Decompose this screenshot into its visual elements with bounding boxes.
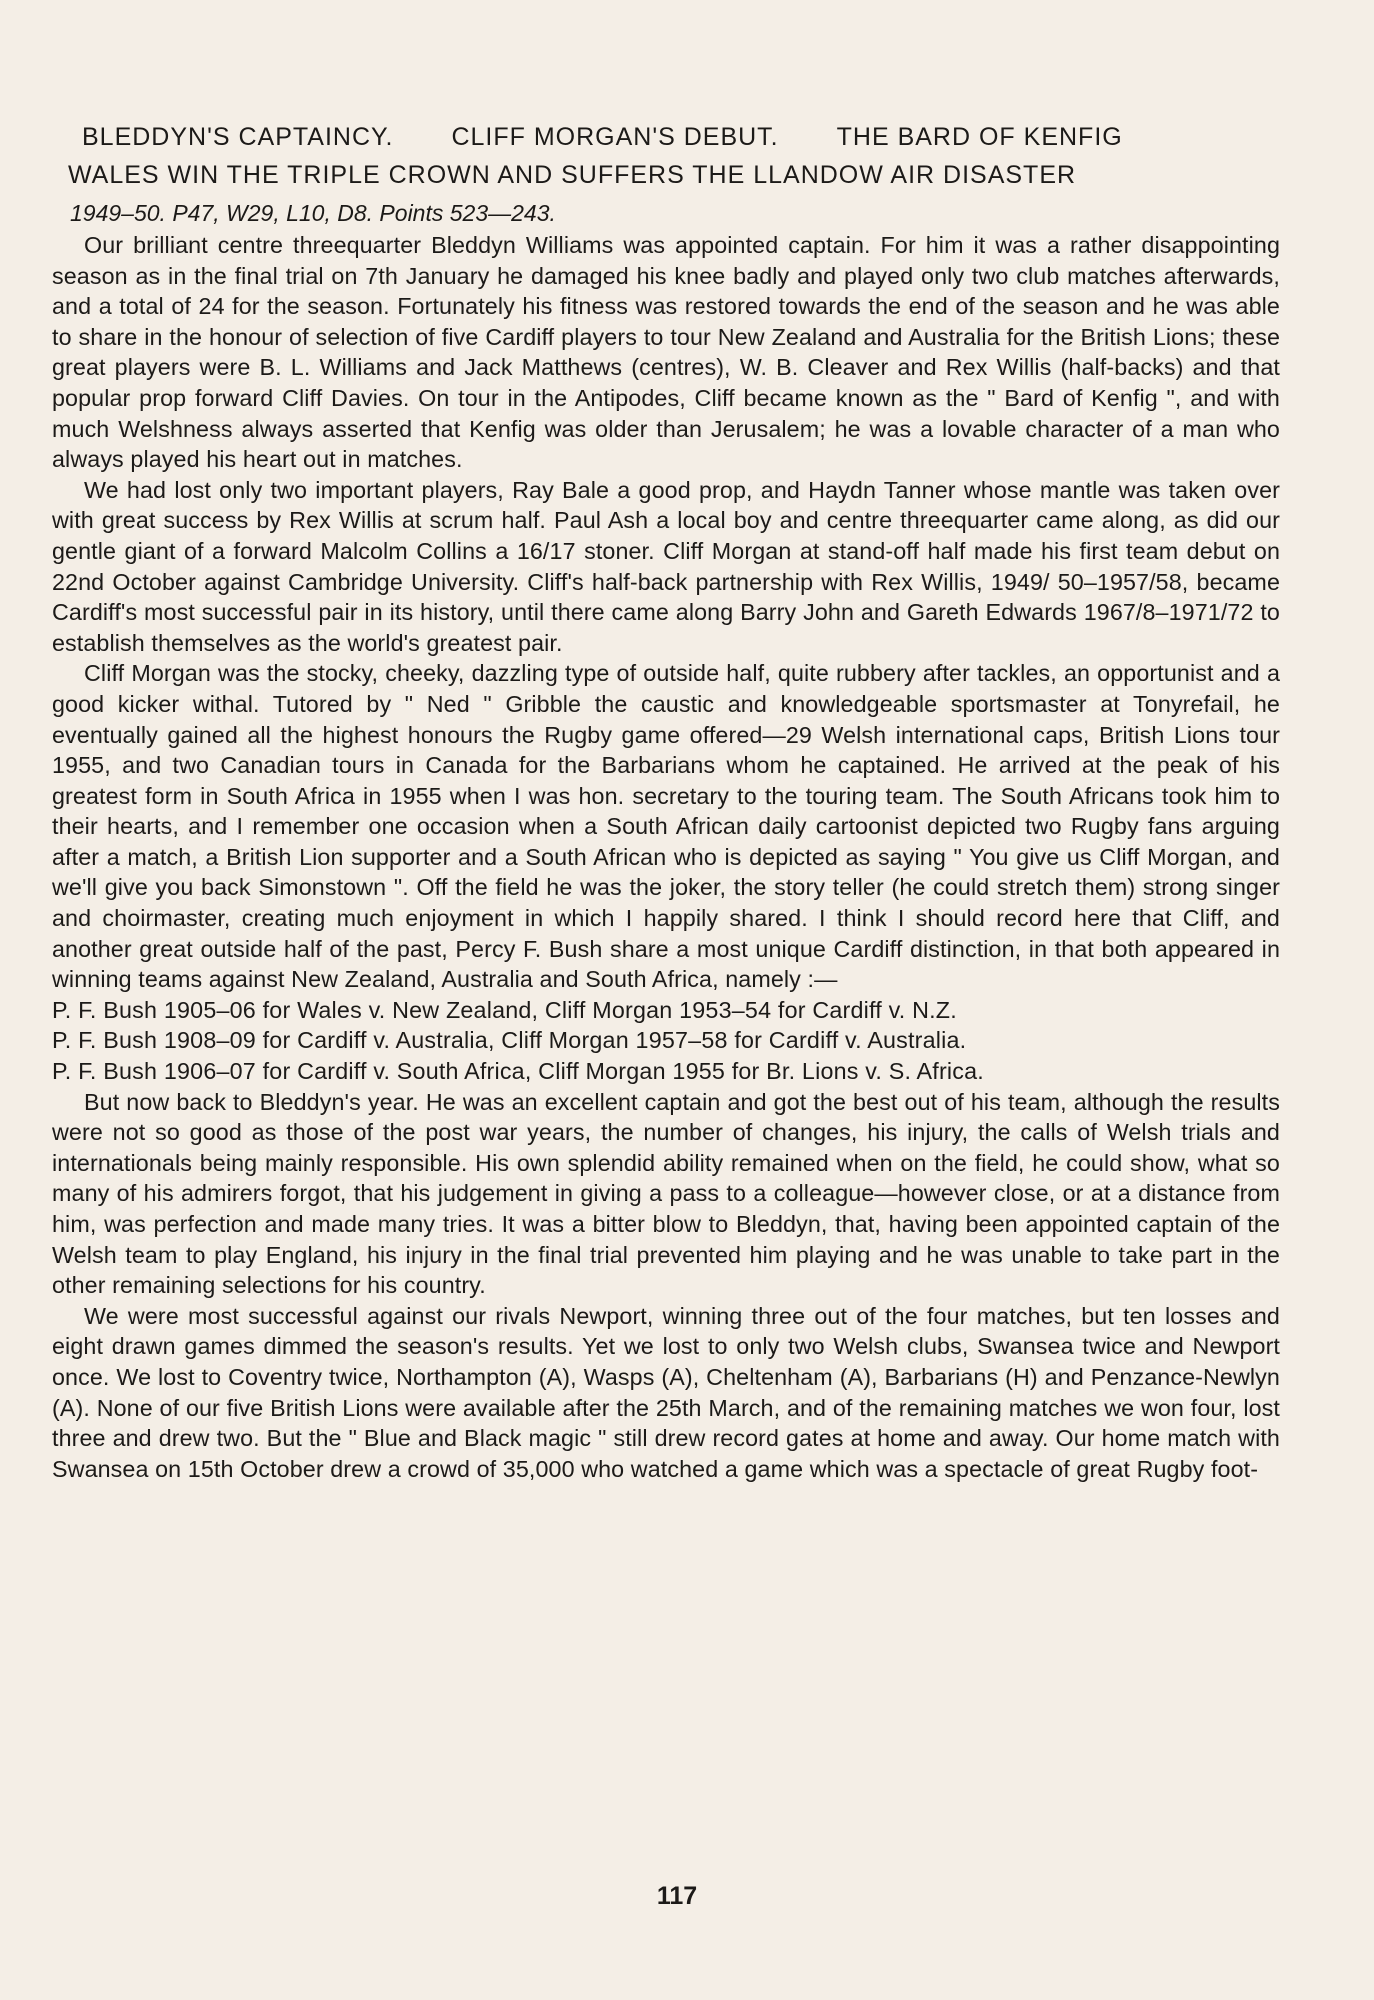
heading-bard-of-kenfig: THE BARD OF KENFIG (836, 123, 1123, 151)
page-number: 117 (656, 1882, 698, 1910)
paragraph-newport-results: We were most successful against our rivals Newport, winning three out of the four matches, but ten losses and eight drawn games dimmed the season's results. Yet we lost to only two Welsh clubs, Swansea twice and Newport once. We lost to Coventry twice, Northampton (A), Wasps (A), Cheltenham (A), Barbarians (H) and Penzance-Newlyn (A). None of our five British Lions were available after the 25th March, and of the remaining matches we won four, lost three and drew two. But the " Blue and Black magic " still drew record gates at home and away. Our home match with Swansea on 15th October drew a crowd of 35,000 who watched a game which was a spectacle of great Rugby foot- (52, 1302, 1280, 1482)
list-item-new-zealand: P. F. Bush 1905–06 for Wales v. New Zealand, Cliff Morgan 1953–54 for Cardiff v. N.Z. (52, 996, 957, 1023)
bush-morgan-list (52, 995, 1280, 1087)
heading-bleddyns-captaincy: BLEDDYN'S CAPTAINCY. (82, 123, 394, 151)
season-record: 1949–50. P47, W29, L10, D8. Points 523—243. (70, 200, 556, 226)
paragraph-cliff-morgan: Cliff Morgan was the stocky, cheeky, dazzling type of outside half, quite rubbery after tackles, an opportunist and a good kicker withal. Tutored by " Ned " Gribble the caustic and knowledgeable sportsmaster at Tonyrefail, he eventually gained all the highest honours the Rugby game offered—29 Welsh international caps, British Lions tour 1955, and two Canadian tours in Canada for the Barbarians whom he captained. He arrived at the peak of his greatest form in South Africa in 1955 when I was hon. secretary to the touring team. The South Africans took him to their hearts, and I remember one occasion when a South African daily cartoonist depicted two Rugby fans arguing after a match, a British Lion supporter and a South African who is depicted as saying " You give us Cliff Morgan, and we'll give you back Simonstown ". Off the field he was the joker, the story teller (he could stretch them) strong singer and choirmaster, creating much enjoyment in which I happily shared. I think I should record here that Cliff, and another great outside half of the past, Percy F. Bush share a most unique Cardiff distinction, in that both appeared in winning teams against New Zealand, Australia and South Africa, namely :— (52, 660, 1280, 993)
list-item-south-africa: P. F. Bush 1906–07 for Cardiff v. South Africa, Cliff Morgan 1955 for Br. Lions v. S. Africa. (52, 1058, 984, 1085)
book-page (52, 118, 1280, 1484)
heading-cliff-morgans-debut: CLIFF MORGAN'S DEBUT. (451, 123, 779, 151)
paragraph-bleddyn-captain: Our brilliant centre threequarter Bleddyn Williams was appointed captain. For him it was a rather disappointing season as in the final trial on 7th January he damaged his knee badly and played only two club matches afterwards, and a total of 24 for the season. Fortunately his fitness was restored towards the end of the season and he was able to share in the honour of selection of five Cardiff players to tour New Zealand and Australia for the British Lions; these great players were B. L. Williams and Jack Matthews (centres), W. B. Cleaver and Rex Willis (half-backs) and that popular prop forward Cliff Davies. On tour in the Antipodes, Cliff became known as the " Bard of Kenfig ", and with much Welshness always asserted that Kenfig was older than Jerusalem; he was a lovable character of a man who always played his heart out in matches. (52, 232, 1280, 473)
paragraph-bleddyns-year: But now back to Bleddyn's year. He was an excellent captain and got the best out of his team, although the results were not so good as those of the post war years, the number of changes, his injury, the calls of Welsh trials and internationals being mainly responsible. His own splendid ability remained when on the field, he could show, what so many of his admirers forgot, that his judgement in giving a pass to a colleague—however close, or at a distance from him, was perfection and made many tries. It was a bitter blow to Bleddyn, that, having been appointed captain of the Welsh team to play England, his injury in the final trial prevented him playing and he was unable to take part in the other remaining selections for his country. (52, 1088, 1280, 1299)
list-item-australia: P. F. Bush 1908–09 for Cardiff v. Australia, Cliff Morgan 1957–58 for Cardiff v. Australia. (52, 1027, 967, 1054)
chapter-heading-line-1 (52, 118, 1280, 156)
paragraph-lost-players: We had lost only two important players, Ray Bale a good prop, and Haydn Tanner whose mantle was taken over with great success by Rex Willis at scrum half. Paul Ash a local boy and centre threequarter came along, as did our gentle giant of a forward Malcolm Collins a 16/17 stoner. Cliff Morgan at stand-off half made his first team debut on 22nd October against Cambridge University. Cliff's half-back partnership with Rex Willis, 1949/ 50–1957/58, became Cardiff's most successful pair in its history, until there came along Barry John and Gareth Edwards 1967/8–1971/72 to establish themselves as the world's greatest pair. (52, 476, 1280, 656)
chapter-heading-line-2: WALES WIN THE TRIPLE CROWN AND SUFFERS THE LLANDOW AIR DISASTER (68, 161, 1077, 189)
